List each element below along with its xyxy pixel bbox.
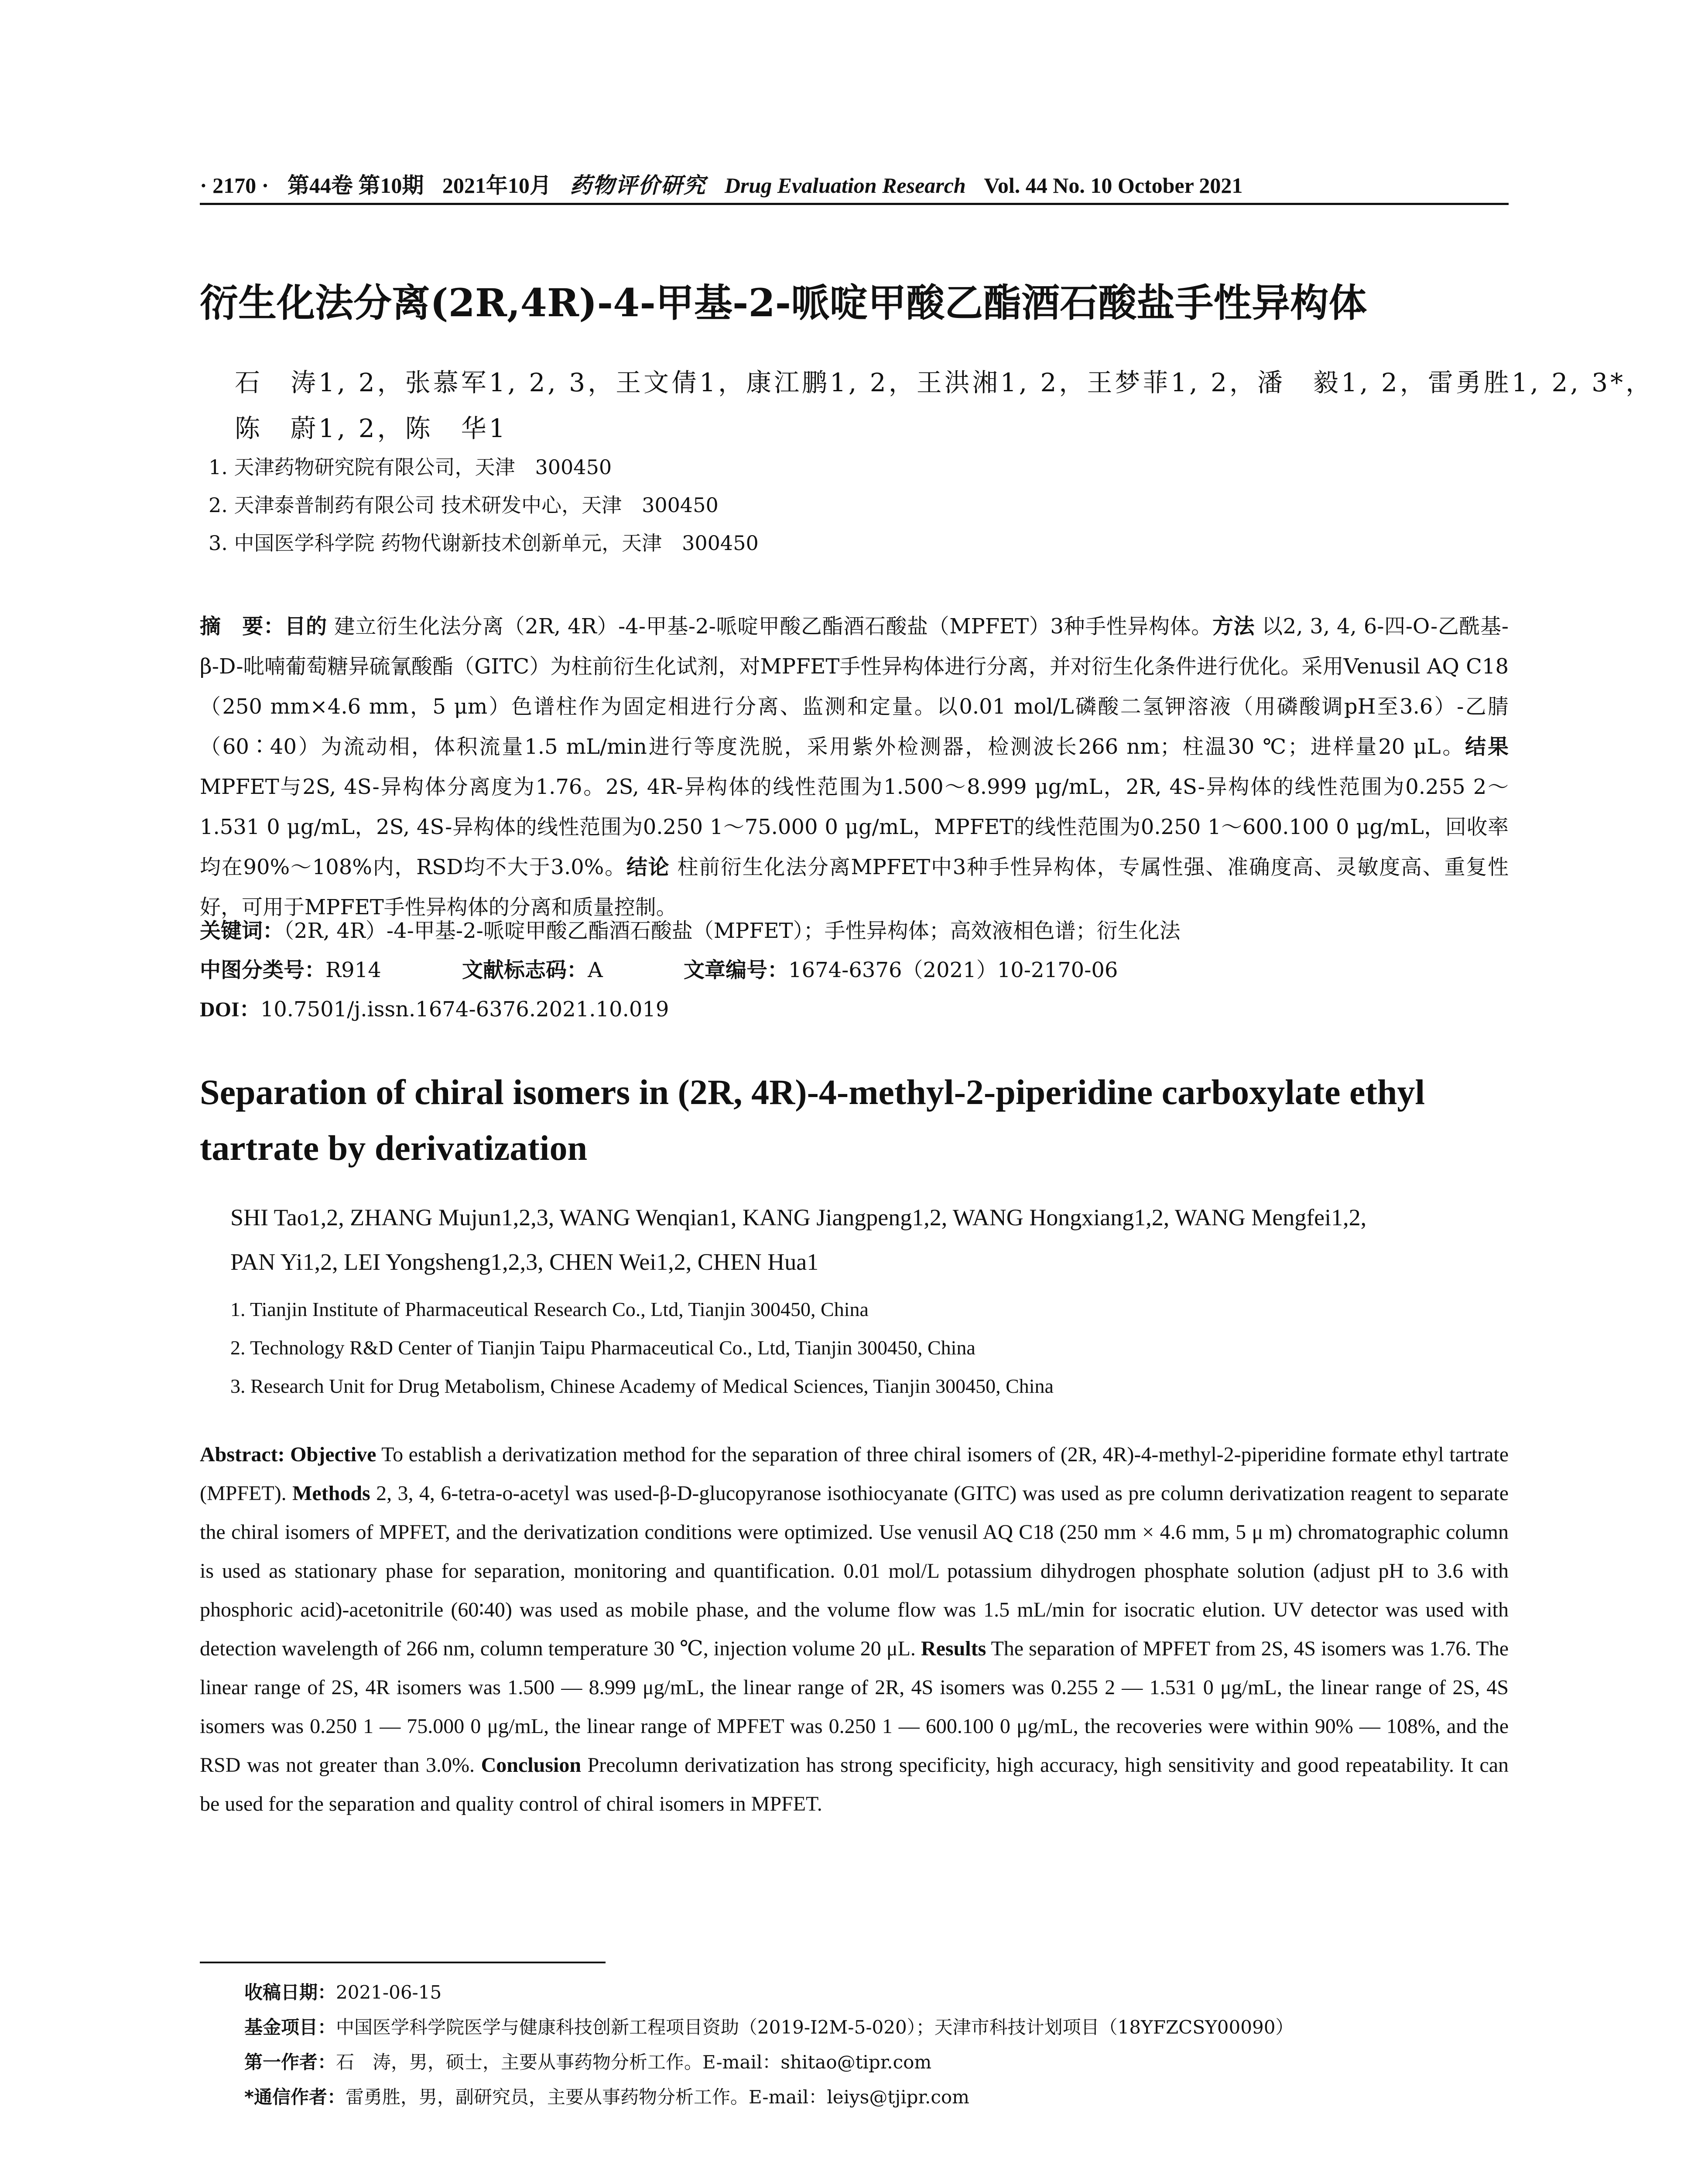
date-cn: 2021年10月 bbox=[442, 173, 551, 198]
footnote-received bbox=[244, 1978, 442, 2004]
footnote-rule bbox=[200, 1962, 606, 1963]
authors-cn-line1: 石 涛1, 2，张慕军1, 2, 3，王文倩1，康江鹏1, 2，王洪湘1, 2，王梦菲1, 2，潘 毅1, 2，雷勇胜1, 2, 3*， bbox=[235, 368, 1654, 397]
doi-value: 10.7501/j.issn.1674-6376.2021.10.019 bbox=[260, 997, 669, 1022]
volume-en: Vol. 44 No. 10 October 2021 bbox=[984, 173, 1243, 198]
footnote-funding-text: 中国医学科学院医学与健康科技创新工程项目资助（2019-I2M-5-020）；天津市科技计划项目（18YFZCSY00090） bbox=[336, 2017, 1294, 2038]
title-cn: 衍生化法分离(2R,4R)-4-甲基-2-哌啶甲酸乙酯酒石酸盐手性异构体 bbox=[200, 280, 1367, 325]
journal-name-en: Drug Evaluation Research bbox=[724, 173, 966, 198]
affiliation-cn-1: 1. 天津药物研究院有限公司，天津 300450 bbox=[209, 455, 612, 479]
footnote-first-author-text: 石 涛，男，硕士，主要从事药物分析工作。E-mail：shitao@tipr.com bbox=[336, 2051, 932, 2073]
footnote-funding bbox=[244, 2013, 1294, 2039]
authors-en-line2: PAN Yi1,2, LEI Yongsheng1,2,3, CHEN Wei1,2, CHEN Hua1 bbox=[230, 1249, 819, 1275]
methods-cn-text: 以2, 3, 4, 6-四-O-乙酰基-β-D-吡喃葡萄糖异硫氰酸酯（GITC）为柱前衍生化试剂，对MPFET手性异构体进行分离，并对衍生化条件进行优化。采用Venusil AQ C18（250 mm×4.6 mm，5 μm）色谱柱作为固定相进行分离、监测和定量。以0.01 mol/L磷酸二氢钾溶液（用磷酸调pH至3.6）-乙腈（60∶40）为流动相，体积流量1.5 mL/min进行等度洗脱，采用紫外检测器，检测波长266 nm；柱温30 ℃；进样量20 μL。 bbox=[200, 614, 1509, 759]
abstract-cn-label: 摘 要： bbox=[200, 614, 285, 639]
results-cn-text: MPFET与2S, 4S-异构体分离度为1.76。2S, 4R-异构体的线性范围为1.500～8.999 μg/mL，2R, 4S-异构体的线性范围为0.255 2～1.531 0 μg/mL，2S, 4S-异构体的线性范围为0.250 1～75.000 0 μg/mL，MPFET的线性范围为0.250 1～600.100 0 μg/mL，回收率均在90%～108%内，RSD均不大于3.0%。 bbox=[200, 775, 1509, 879]
methods-en-text: 2, 3, 4, 6-tetra-o-acetyl was used-β-D-glucopyranose isothiocyanate (GITC) was used as pre column derivatization reagent to separate the chiral isomers of MPFET, and the derivatization conditions were optimized. Use venusil AQ C18 (250 mm × 4.6 mm, 5 μ m) chromatographic column is used as stationary phase for separation, monitoring and quantification. 0.01 mol/L potassium dihydrogen phosphate solution (adjust pH to 3.6 with phosphoric acid)-acetonitrile (60∶40) was used as mobile phase, and the volume flow was 1.5 mL/min for isocratic elution. UV detector was used with detection wavelength of 266 nm, column temperature 30 ℃, injection volume 20 μL. bbox=[200, 1482, 1509, 1660]
affiliation-en-1: 1. Tianjin Institute of Pharmaceutical Research Co., Ltd, Tianjin 300450, China bbox=[230, 1298, 869, 1320]
conclusion-cn-text: 柱前衍生化法分离MPFET中3种手性异构体，专属性强、准确度高、灵敏度高、重复性好，可用于MPFET手性异构体的分离和质量控制。 bbox=[200, 855, 1509, 920]
conclusion-cn-label: 结论 bbox=[626, 855, 670, 879]
keywords-label: 关键词： bbox=[200, 919, 284, 943]
clc-label: 中图分类号： bbox=[200, 958, 326, 982]
footnote-received-text: 2021-06-15 bbox=[336, 1982, 442, 2003]
methods-en-label: Methods bbox=[292, 1482, 370, 1505]
affiliation-cn-3: 3. 中国医学科学院 药物代谢新技术创新单元，天津 300450 bbox=[209, 531, 759, 555]
title-en: Separation of chiral isomers in (2R, 4R)-4-methyl-2-piperidine carboxylate ethyl tartrate by derivatization bbox=[200, 1072, 1425, 1168]
affiliation-en-3: 3. Research Unit for Drug Metabolism, Chinese Academy of Medical Sciences, Tianjin 300450, China bbox=[230, 1375, 1054, 1397]
doi-label: DOI： bbox=[200, 998, 260, 1021]
header-rule bbox=[200, 203, 1509, 205]
footnote-first-author bbox=[244, 2048, 931, 2074]
keywords-text: （2R, 4R）-4-甲基-2-哌啶甲酸乙酯酒石酸盐（MPFET）；手性异构体；高效液相色谱；衍生化法 bbox=[284, 919, 1181, 943]
footnote-corresponding-text: 雷勇胜，男，副研究员，主要从事药物分析工作。E-mail：leiys@tjipr.com bbox=[345, 2086, 970, 2108]
journal-logo-cn: 药物评价研究 bbox=[570, 173, 706, 198]
footnote-first-author-label: 第一作者： bbox=[244, 2051, 336, 2073]
results-en-label: Results bbox=[921, 1637, 986, 1660]
conclusion-en-text: Precolumn derivatization has strong specificity, high accuracy, high sensitivity and good repeatability. It can be used for the separation and quality control of chiral isomers in MPFET. bbox=[200, 1754, 1509, 1815]
affiliation-en-2: 2. Technology R&D Center of Tianjin Taipu Pharmaceutical Co., Ltd, Tianjin 300450, China bbox=[230, 1337, 976, 1359]
keywords-cn bbox=[200, 914, 1181, 944]
footnote-received-label: 收稿日期： bbox=[244, 1982, 336, 2003]
results-cn-label: 结果 bbox=[1465, 735, 1509, 759]
objective-cn-text: 建立衍生化法分离（2R, 4R）-4-甲基-2-哌啶甲酸乙酯酒石酸盐（MPFET）3种手性异构体。 bbox=[334, 614, 1212, 639]
authors-cn-line2: 陈 蔚1, 2，陈 华1 bbox=[235, 414, 508, 443]
footnote-corresponding-label: *通信作者： bbox=[244, 2086, 346, 2108]
footnote-funding-label: 基金项目： bbox=[244, 2017, 336, 2038]
classification-line bbox=[200, 953, 1118, 983]
doi-line bbox=[200, 992, 669, 1022]
page-number: · 2170 · bbox=[200, 173, 269, 198]
abstract-en-label: Abstract: bbox=[200, 1443, 285, 1466]
doccode-value: A bbox=[588, 958, 603, 982]
conclusion-en-label: Conclusion bbox=[481, 1754, 582, 1777]
abstract-en bbox=[200, 1435, 1509, 1823]
running-header bbox=[200, 168, 1509, 198]
doccode-label: 文献标志码： bbox=[462, 958, 588, 982]
objective-cn-label: 目的 bbox=[284, 614, 327, 639]
abstract-cn bbox=[200, 606, 1509, 927]
authors-en-line1: SHI Tao1,2, ZHANG Mujun1,2,3, WANG Wenqian1, KANG Jiangpeng1,2, WANG Hongxiang1,2, WANG Mengfei1,2, bbox=[230, 1204, 1367, 1231]
volume-cn: 第44卷 第10期 bbox=[287, 173, 424, 198]
objective-en-text: To establish a derivatization method for the separation of three chiral isomers of (2R, 4R)-4-methyl-2-piperidine formate ethyl tartrate (MPFET). bbox=[200, 1443, 1509, 1505]
objective-en-label: Objective bbox=[290, 1443, 377, 1466]
articleno-value: 1674-6376（2021）10-2170-06 bbox=[788, 958, 1118, 982]
footnote-corresponding bbox=[244, 2083, 969, 2109]
articleno-label: 文章编号： bbox=[684, 958, 789, 982]
methods-cn-label: 方法 bbox=[1212, 614, 1255, 639]
clc-value: R914 bbox=[325, 958, 381, 982]
affiliation-cn-2: 2. 天津泰普制药有限公司 技术研发中心，天津 300450 bbox=[209, 493, 719, 517]
results-en-text: The separation of MPFET from 2S, 4S isomers was 1.76. The linear range of 2S, 4R isomers was 1.500 — 8.999 μg/mL, the linear range of 2R, 4S isomers was 0.255 2 — 1.531 0 μg/mL, the linear range of 2S, 4S isomers was 0.250 1 — 75.000 0 μg/mL, the linear range of MPFET was 0.250 1 — 600.100 0 μg/mL, the recoveries were within 90% — 108%, and the RSD was not greater than 3.0%. bbox=[200, 1637, 1509, 1777]
